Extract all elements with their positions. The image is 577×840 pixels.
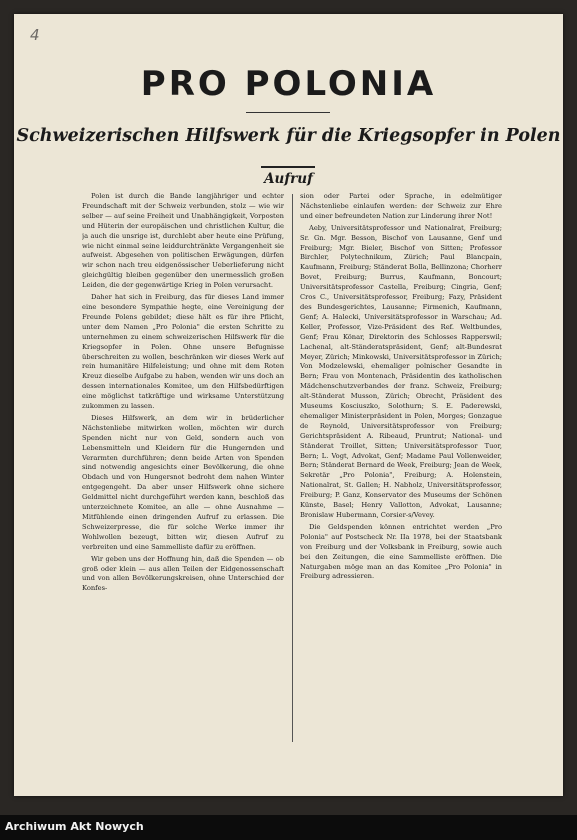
archive-label: Archiwum Akt Nowych [5,820,144,833]
paragraph: Polen ist durch die Bande langjähriger und echter Freundschaft mit der Schweiz verbunden, stolz — wie wir selber — auf seine Freiheit und Unabhängigkeit, Vorposten und Hüterin der europäischen und christlichen Kultur, die ja auch die unsrige ist, durchlebt aber heute eine Prüfung, wie nicht einmal seine leiddurchtränkte Vergangenheit sie aufweist. Abgesehen von politischen Erwägungen, dürfen wir schon nach treu eidgenössischer Ueberlieferung nicht gleichgültig bleiben gegenüber den unermesslich großen Leiden, die der gegenwärtige Krieg in Polen verursacht. [82,192,284,290]
pencil-mark: 4 [30,26,40,44]
paragraph: Dieses Hilfswerk, an dem wir in brüderlicher Nächstenliebe mitwirken wollen, möchten wir durch Spenden nicht nur von Geld, sondern auch von Lebensmitteln und Kleidern für die Hungernden und Verarmten durchführen; denn beide Arten von Spenden sind notwendig angesichts einer Bevölkerung, die ohne Obdach und von Hungersnot bedroht dem nahen Winter entgegengeht. Da aber unser Hilfswerk ohne sichere Geldmittel nicht durchgeführt werden kann, beschloß das unterzeichnete Komitee, an alle — ohne Ausnahme — Mitfühlende einen dringenden Aufruf zu erlassen. Die Schweizerpresse, die für solche Werke immer ihr Wohlwollen bezeugt, bitten wir, diesen Aufruf zu verbreiten und eine Sammelliste dafür zu eröffnen. [82,413,284,551]
paragraph: Daher hat sich in Freiburg, das für dieses Land immer eine besondere Sympathie hegte, eine Vereinigung der Freunde Polens gebildet; diese hält es für ihre Pflicht, unter dem Namen „Pro Polonia" die ersten Schritte zu unternehmen zu einem schweizerischen Hilfswerk für die Kriegsopfer in Polen. Ohne unsere Befugnisse überschreiten zu wollen, beschränken wir dieses Werk auf rein humanitäre Hilfeleistung; und ohne mit dem Roten Kreuz dieselbe Aufgabe zu haben, wenden wir uns doch an dessen internationales Komitee, um den Hilfsbedürftigen eine möglichst tatkräftige und wirksame Unterstützung zukommen zu lassen. [82,293,284,411]
column-right [300,192,502,742]
heading-rule [261,166,315,168]
document-sheet [14,14,563,796]
title-rule [246,112,330,113]
appeal-heading: Aufruf [264,171,313,187]
paragraph: sion oder Partei oder Sprache, in edelmütiger Nächstenliebe einlaufen werden: der Schweiz zur Ehre und einer befreundeten Nation zur Linderung ihrer Not! [300,192,502,220]
archive-footer [0,815,577,840]
document-title: PRO POLONIA [140,64,437,104]
column-left [82,192,284,742]
paragraph: Die Geldspenden können entrichtet werden „Pro Polonia" auf Postscheck Nr. IIa 1978, bei der Staatsbank von Freiburg und der Volksbank in Freiburg, sowie auch bei den Zeitungen, die eine Sammelliste eröffnen. Die Naturgaben möge man an das Komitee „Pro Polonia" in Freiburg adressieren. [300,522,502,581]
document-subtitle: Schweizerischen Hilfswerk für die Kriegsopfer in Polen [16,126,561,146]
paragraph: Wir geben uns der Hoffnung hin, daß die Spenden — ob groß oder klein — aus allen Teilen der Eidgenossenschaft und von allen Bevölkerungskreisen, ohne Unterschied der Konfes- [82,554,284,593]
column-divider [292,194,293,742]
signatories-list: Aeby, Universitätsprofessor und Nationalrat, Freiburg; Sr. Gn. Mgr. Besson, Bischof von Lausanne, Genf und Freiburg; Mgr. Bieler, Bischof von Sitten; Professor Birchler, Polytechnikum, Zürich; Paul Blancpain, Kaufmann, Freiburg; Ständerat Bolla, Bellinzona; Chorherr Bovet, Freiburg; Burrus, Kaufmann, Boncourt; Universitätsprofessor Castella, Freiburg; Cingria, Genf; Cros C., Universitätsprofessor, Freiburg; Fazy, Präsident des Bundesgerichtes, Lausanne; Firmenich, Kaufmann, Genf; A. Halecki, Universitätsprofessor in Warschau; Ad. Keller, Professor, Vize-Präsident des Ref. Weltbundes, Genf; Frau Könar, Direktorin des Schlosses Rapperswil; Lachenal, alt-Ständeratspräsident, Genf; alt-Bundesrat Meyer, Zürich; Minkowski, Universitätsprofessor in Zürich; Von Modzelewski, ehemaliger polnischer Gesandte in Bern; Frau von Montenach, Präsidentin des katholischen Mädchenschutzverbandes der franz. Schweiz, Freiburg; alt-Ständerat Musson, Zürich; Obrecht, Präsident des Museums Kosciuszko, Solothurn; S. E. Paderewski, ehemaliger Ministerpräsident in Polen, Morges; Gonzague de Reynold, Universitätsprofessor von Freiburg; Gerichtspräsident A. Ribeaud, Pruntrut; National- und Ständerat Troillet, Sitten; Universitätsprofessor Tuor, Bern; L. Vogt, Advokat, Genf; Madame Paul Vollenweider, Bern; Ständerat Bernard de Week, Freiburg; Jean de Week, Sekretär „Pro Polonia", Freiburg; A. Holenstein, Nationalrat, St. Gallen; H. Nabholz, Universitätsprofessor, Freiburg; P. Ganz, Konservator des Museums der Schönen Künste, Basel; Henry Vallotton, Advokat, Lausanne; Bronislaw Hubermann, Corsier-s/Vevey. [300,223,502,519]
